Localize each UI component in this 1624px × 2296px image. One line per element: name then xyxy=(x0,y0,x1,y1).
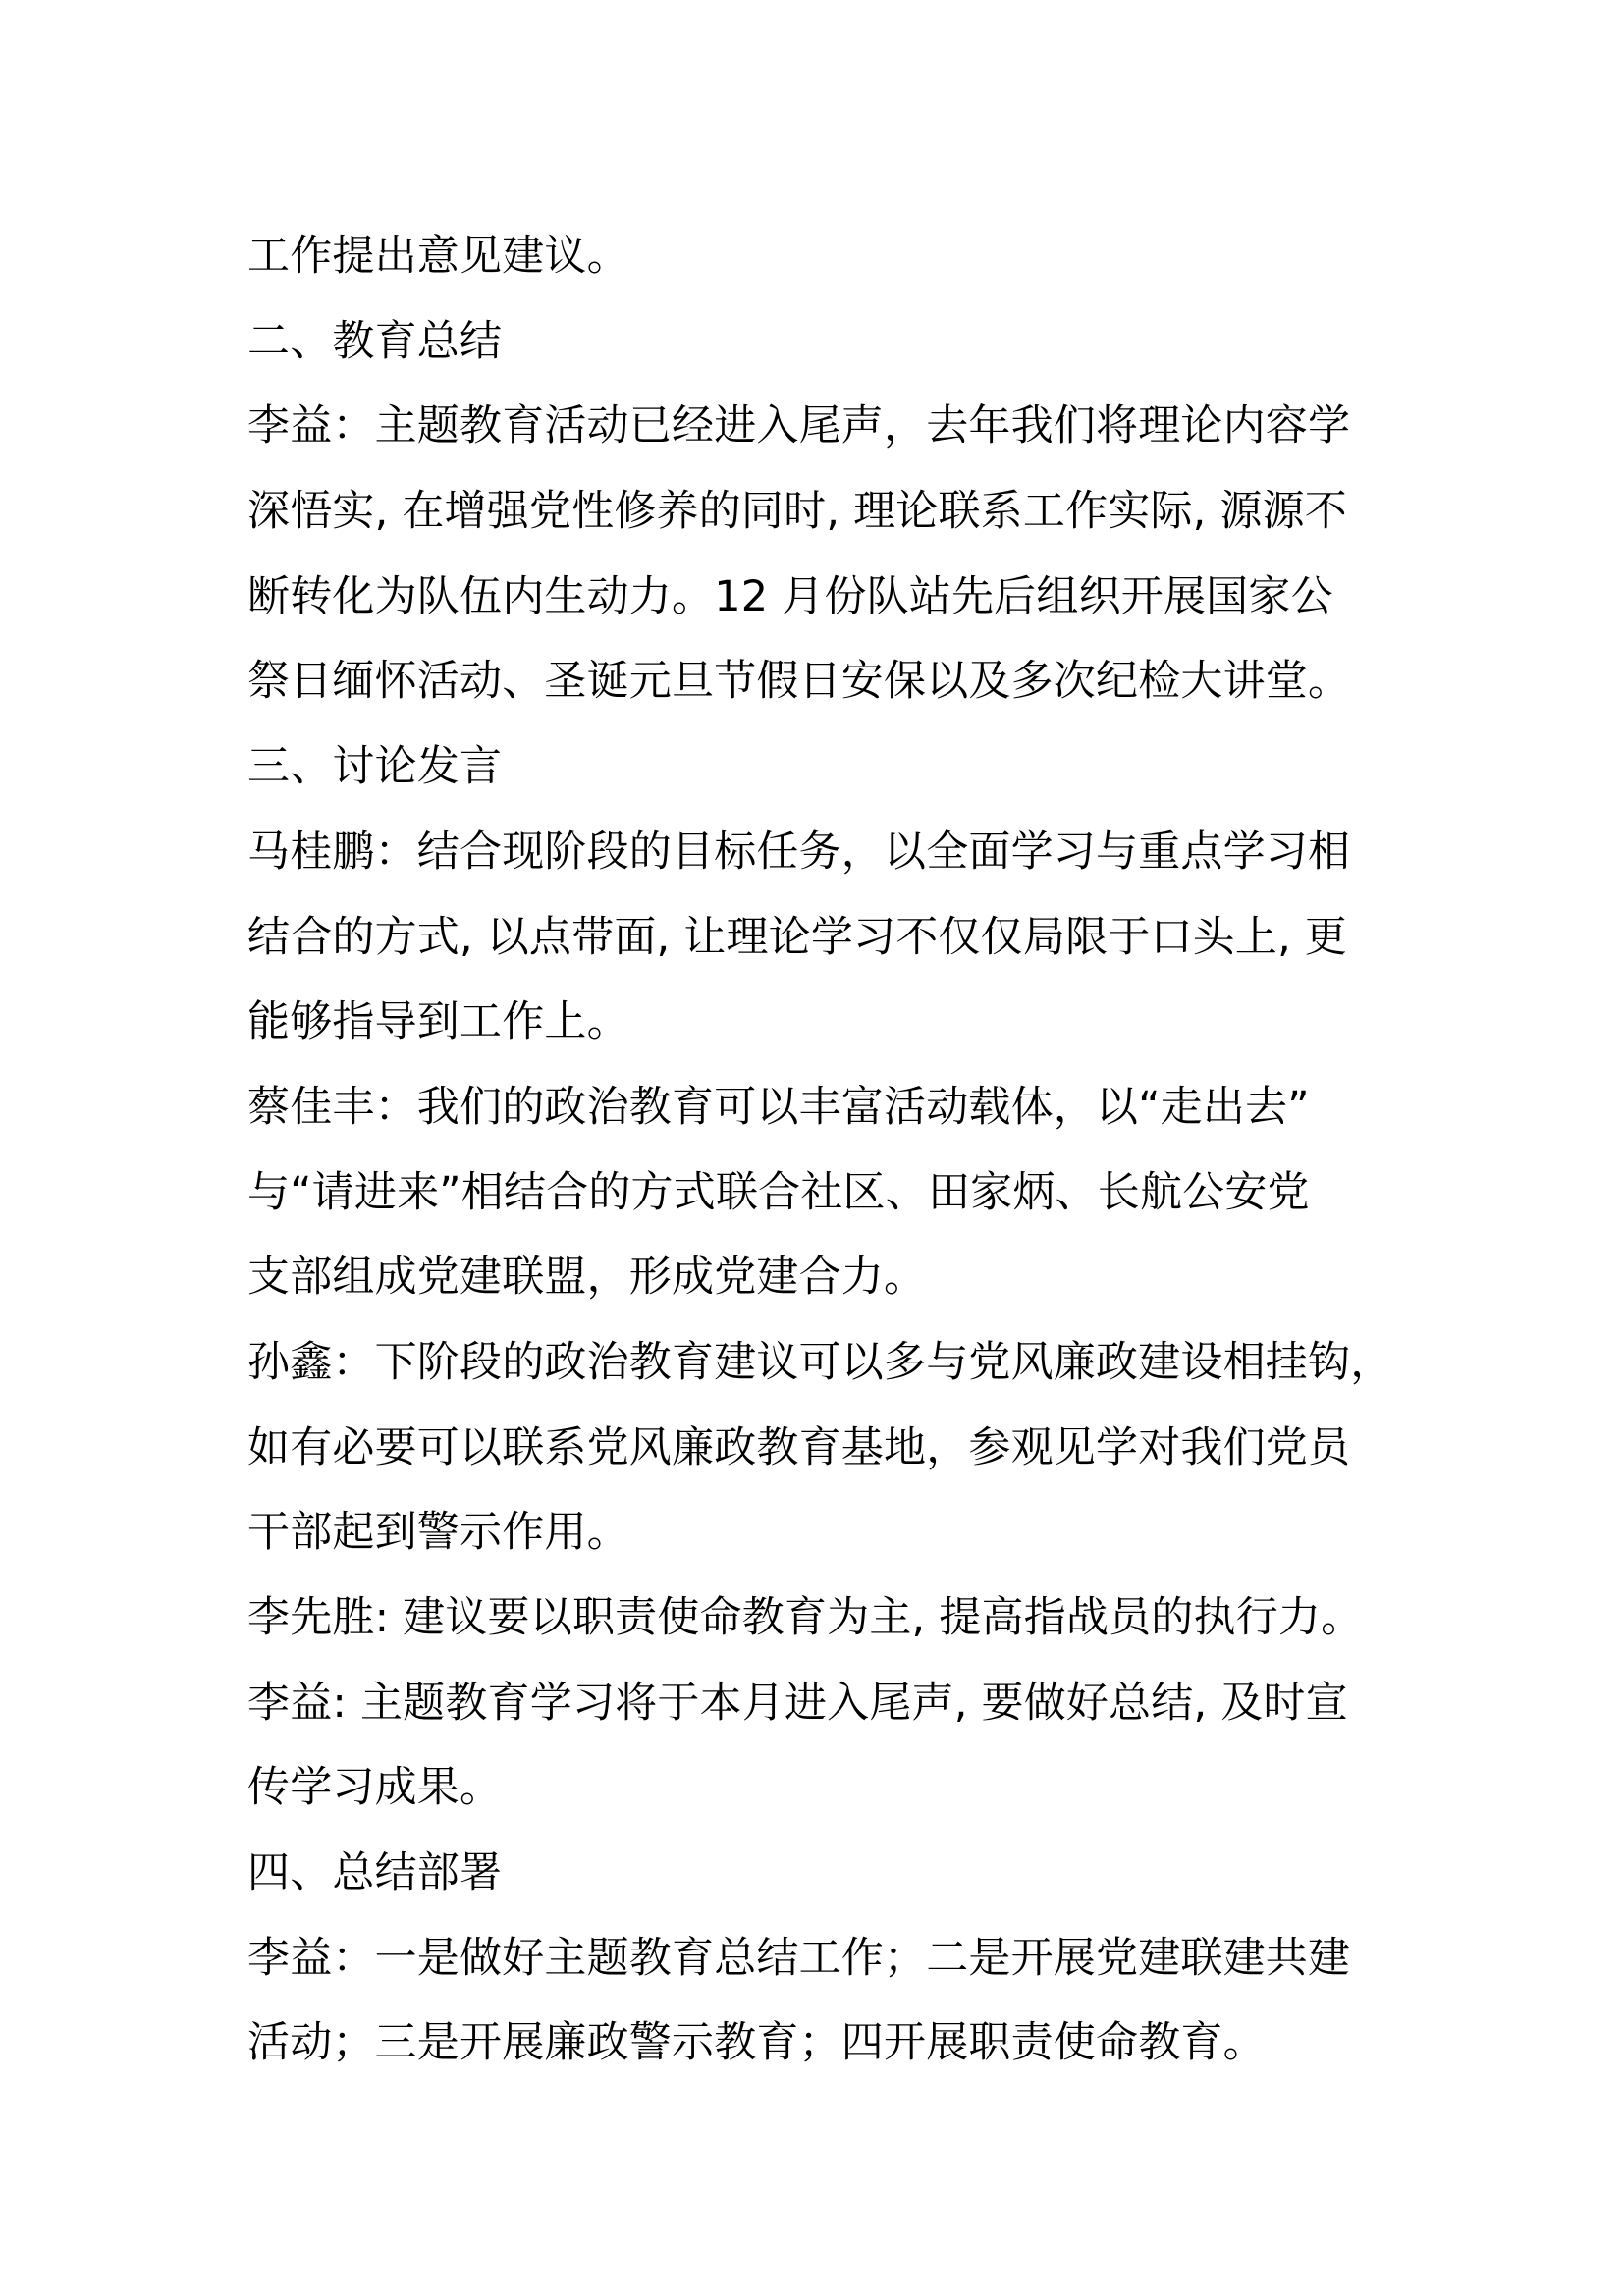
text-line-liyi-remark-2: 传学习成果。 xyxy=(247,1763,503,1813)
text-line-liyi-remark-1: 李益: 主题教育学习将于本月进入尾声, 要做好总结, 及时宣 xyxy=(247,1678,1348,1728)
text-line-lixiansheng: 李先胜: 建议要以职责使命教育为主, 提高指战员的执行力。 xyxy=(247,1593,1364,1642)
section-heading-summary-deployment: 四、总结部署 xyxy=(247,1848,503,1898)
text-line-liyi-deployment-1: 李益：一是做好主题教育总结工作；二是开展党建联建共建 xyxy=(247,1933,1351,1983)
text-line-sunxin-1: 孙鑫：下阶段的政治教育建议可以多与党风廉政建设相挂钩， xyxy=(247,1337,1393,1387)
text-line-liyi-summary-3: 断转化为队伍内生动力。12 月份队站先后组织开展国家公 xyxy=(247,571,1333,621)
text-line-maguipeng-2: 结合的方式, 以点带面, 让理论学习不仅仅局限于口头上, 更 xyxy=(247,912,1348,962)
document-body xyxy=(247,224,1393,2096)
text-line-liyi-summary-4: 祭日缅怀活动、圣诞元旦节假日安保以及多次纪检大讲堂。 xyxy=(247,657,1351,707)
text-line-maguipeng-1: 马桂鹏：结合现阶段的目标任务，以全面学习与重点学习相 xyxy=(247,827,1351,877)
text-line-sunxin-3: 干部起到警示作用。 xyxy=(247,1508,629,1558)
text-line-liyi-deployment-2: 活动；三是开展廉政警示教育；四开展职责使命教育。 xyxy=(247,2018,1266,2068)
text-line-caijiafeng-3: 支部组成党建联盟，形成党建合力。 xyxy=(247,1253,927,1303)
text-line-liyi-summary-2: 深悟实, 在增强党性修养的同时, 理论联系工作实际, 源源不 xyxy=(247,487,1348,537)
section-heading-education-summary: 二、教育总结 xyxy=(247,316,503,366)
text-line-liyi-summary-1: 李益：主题教育活动已经进入尾声，去年我们将理论内容学 xyxy=(247,401,1351,452)
text-line-work-suggestions: 工作提出意见建议。 xyxy=(247,232,629,281)
text-line-caijiafeng-1: 蔡佳丰：我们的政治教育可以丰富活动载体，以“走出去” xyxy=(247,1082,1310,1132)
text-line-caijiafeng-2: 与“请进来”相结合的方式联合社区、田家炳、长航公安党 xyxy=(247,1167,1310,1217)
section-heading-discussion: 三、讨论发言 xyxy=(247,742,503,792)
text-line-maguipeng-3: 能够指导到工作上。 xyxy=(247,997,629,1047)
text-line-sunxin-2: 如有必要可以联系党风廉政教育基地，参观见学对我们党员 xyxy=(247,1422,1351,1472)
